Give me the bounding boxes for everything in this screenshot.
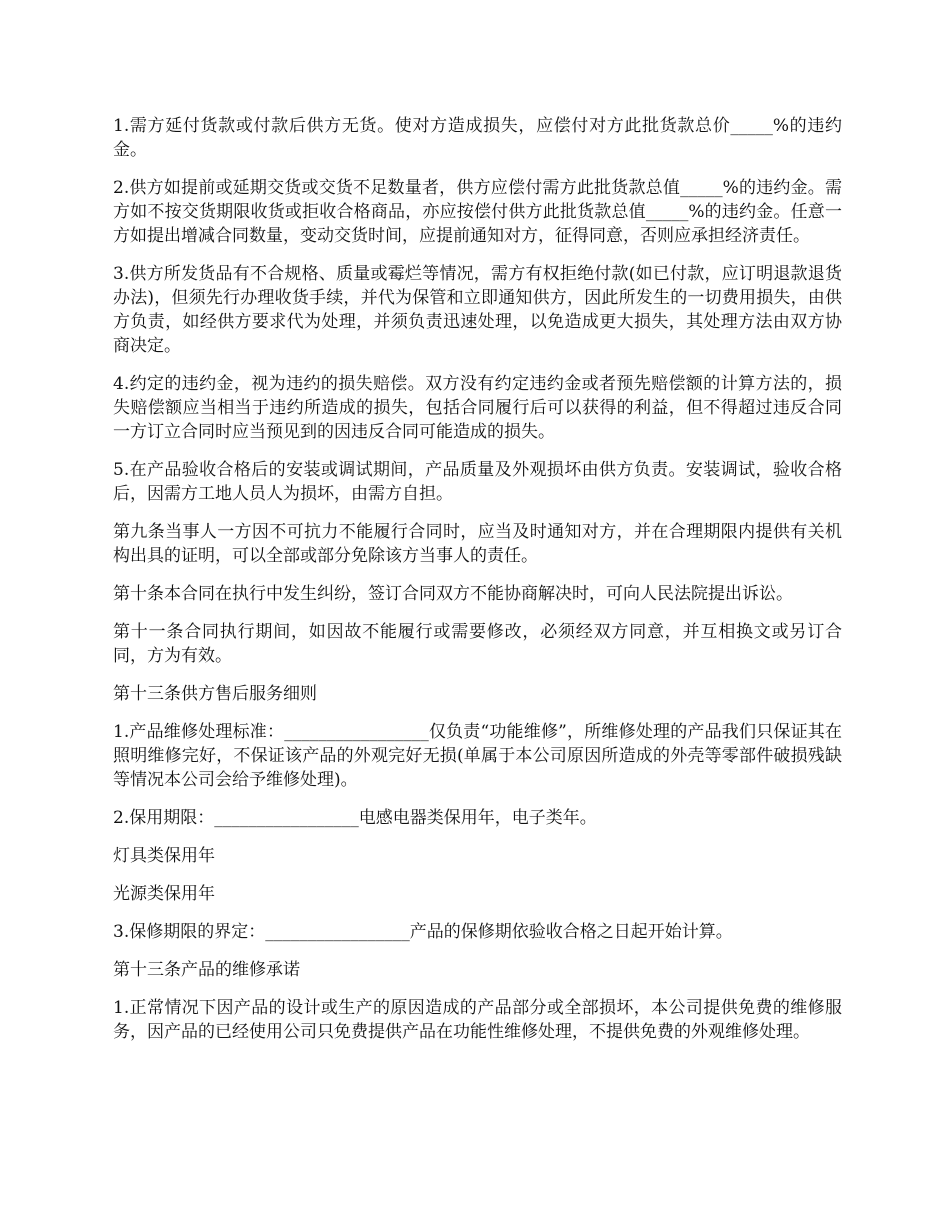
paragraph-article-9: 第九条当事人一方因不可抗力不能履行合同时，应当及时通知对方，并在合理期限内提供有关机构出具的证明，可以全部或部分免除该方当事人的责任。	[113, 522, 842, 566]
paragraph-installation-liability: 5.在产品验收合格后的安装或调试期间，产品质量及外观损坏由供方负责。安装调试，验收合格后，因需方工地人员人为损坏，由需方自担。	[113, 460, 842, 504]
paragraph-free-repair: 1.正常情况下因产品的设计或生产的原因造成的产品部分或全部损坏，本公司提供免费的维修服务，因产品的已经使用公司只免费提供产品在功能性维修处理，不提供免费的外观维修处理。	[113, 998, 842, 1042]
paragraph-lamp-warranty: 灯具类保用年	[113, 846, 215, 866]
paragraph-light-source-warranty: 光源类保用年	[113, 884, 215, 904]
paragraph-article-11: 第十一条合同执行期间，如因故不能履行或需要修改，必须经双方同意，并互相换文或另订合同，方为有效。	[113, 622, 842, 666]
paragraph-nonconforming-goods: 3.供方所发货品有不合规格、质量或霉烂等情况，需方有权拒绝付款(如已付款，应订明退款退货办法)，但须先行办理收货手续，并代为保管和立即通知供方，因此所发生的一切费用损失，由供方负责，如经供方要求代为处理，并须负责迅速处理，以免造成更大损失，其处理方法由双方协商决定。	[113, 264, 842, 356]
paragraph-article-10: 第十条本合同在执行中发生纠纷，签订合同双方不能协商解决时，可向人民法院提出诉讼。	[113, 584, 793, 604]
paragraph-liquidated-damages: 4.约定的违约金，视为违约的损失赔偿。双方没有约定违约金或者预先赔偿额的计算方法的，损失赔偿额应当相当于违约所造成的损失，包括合同履行后可以获得的利益，但不得超过违反合同一方订立合同时应当预见到的因违反合同可能造成的损失。	[113, 374, 842, 442]
paragraph-penalty-delivery: 2.供方如提前或延期交货或交货不足数量者，供方应偿付需方此批货款总值_____%的违约金。需方如不按交货期限收货或拒收合格商品，亦应按偿付供方此批货款总值_____%的违约金。任意一方如提出增减合同数量，变动交货时间，应提前通知对方，征得同意，否则应承担经济责任。	[113, 178, 842, 246]
paragraph-warranty-definition: 3.保修期限的界定：_________________产品的保修期依验收合格之日起开始计算。	[113, 922, 733, 942]
heading-article-13-repair: 第十三条产品的维修承诺	[113, 960, 300, 980]
paragraph-repair-standard: 1.产品维修处理标准：_________________仅负责“功能维修”，所维修处理的产品我们只保证其在照明维修完好，不保证该产品的外观完好无损(单属于本公司原因所造成的外壳等零部件破损残缺等情况本公司会给予维修处理)。	[113, 722, 842, 790]
paragraph-warranty-period: 2.保用期限：_________________电感电器类保用年，电子类年。	[113, 808, 597, 828]
heading-article-13-service: 第十三条供方售后服务细则	[113, 684, 317, 704]
paragraph-penalty-late-payment: 1.需方延付货款或付款后供方无货。使对方造成损失，应偿付对方此批货款总价_____%的违约金。	[113, 116, 842, 160]
